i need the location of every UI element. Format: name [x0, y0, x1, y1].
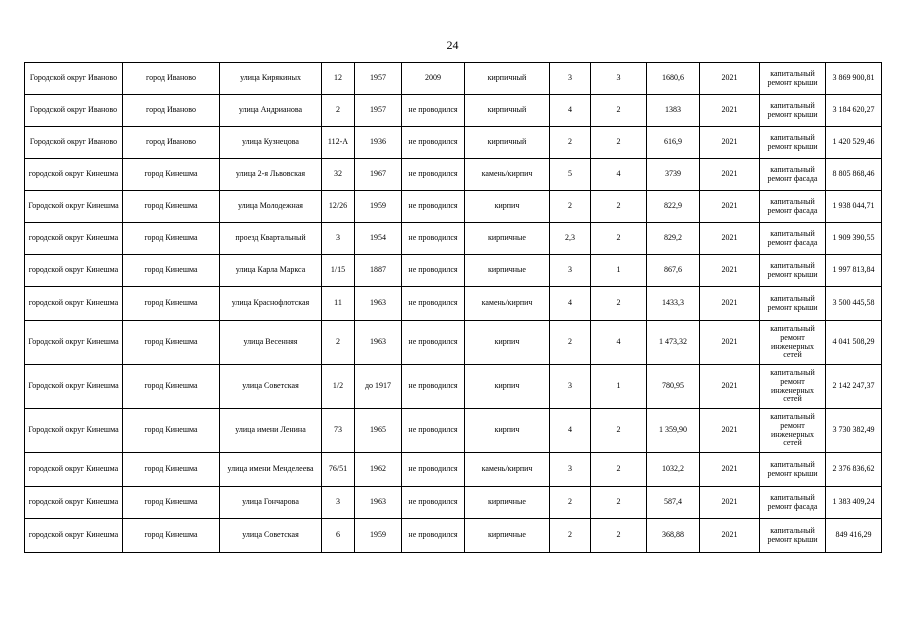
cell-stoimost: 1 383 409,24	[826, 487, 882, 519]
cell-material: кирпичный	[465, 95, 550, 127]
cell-ploshchad: 616,9	[647, 127, 700, 159]
cell-god-remonta: не проводился	[402, 321, 465, 365]
cell-god-remonta: не проводился	[402, 95, 465, 127]
cell-etazhi: 3	[550, 63, 591, 95]
cell-material: камень/кирпич	[465, 287, 550, 321]
cell-etazhi: 3	[550, 255, 591, 287]
cell-material: кирпичный	[465, 127, 550, 159]
cell-gorod: город Иваново	[123, 95, 220, 127]
cell-gorod: город Иваново	[123, 127, 220, 159]
cell-ulitsa: проезд Квартальный	[220, 223, 322, 255]
cell-stoimost: 3 184 620,27	[826, 95, 882, 127]
cell-material: кирпичные	[465, 255, 550, 287]
cell-ulitsa: улица Кирякиных	[220, 63, 322, 95]
cell-material: кирпичные	[465, 487, 550, 519]
cell-etazhi: 2	[550, 127, 591, 159]
cell-stoimost: 2 376 836,62	[826, 453, 882, 487]
cell-okrug: Городской округ Иваново	[25, 127, 123, 159]
cell-material: кирпичные	[465, 223, 550, 255]
cell-god-postroyki: 1936	[355, 127, 402, 159]
cell-podezdy: 2	[591, 487, 647, 519]
cell-god-postroyki: 1957	[355, 63, 402, 95]
cell-ploshchad: 1 359,90	[647, 409, 700, 453]
cell-podezdy: 2	[591, 127, 647, 159]
cell-god-remonta: не проводился	[402, 519, 465, 553]
cell-god: 2021	[700, 519, 760, 553]
cell-etazhi: 4	[550, 95, 591, 127]
cell-god: 2021	[700, 255, 760, 287]
table-row	[25, 223, 882, 255]
cell-ulitsa: улица 2-я Львовская	[220, 159, 322, 191]
cell-ulitsa: улица Кузнецова	[220, 127, 322, 159]
cell-podezdy: 2	[591, 95, 647, 127]
cell-etazhi: 5	[550, 159, 591, 191]
cell-vid-raboty: капитальный ремонт крыши	[760, 287, 826, 321]
cell-dom: 12/26	[322, 191, 355, 223]
table-row	[25, 95, 882, 127]
cell-dom: 3	[322, 223, 355, 255]
cell-dom: 2	[322, 321, 355, 365]
cell-ulitsa: улица имени Ленина	[220, 409, 322, 453]
cell-podezdy: 2	[591, 409, 647, 453]
cell-dom: 12	[322, 63, 355, 95]
cell-ulitsa: улица имени Менделеева	[220, 453, 322, 487]
cell-dom: 32	[322, 159, 355, 191]
table-row	[25, 409, 882, 453]
cell-okrug: Городской округ Кинешма	[25, 321, 123, 365]
cell-podezdy: 1	[591, 255, 647, 287]
cell-god-remonta: не проводился	[402, 191, 465, 223]
cell-ploshchad: 1383	[647, 95, 700, 127]
cell-ploshchad: 1032,2	[647, 453, 700, 487]
cell-vid-raboty: капитальный ремонт крыши	[760, 519, 826, 553]
cell-vid-raboty: капитальный ремонт крыши	[760, 255, 826, 287]
cell-god-postroyki: 1965	[355, 409, 402, 453]
cell-material: камень/кирпич	[465, 453, 550, 487]
cell-podezdy: 2	[591, 191, 647, 223]
cell-material: кирпич	[465, 409, 550, 453]
cell-etazhi: 2	[550, 487, 591, 519]
cell-gorod: город Кинешма	[123, 519, 220, 553]
cell-vid-raboty: капитальный ремонт фасада	[760, 159, 826, 191]
cell-dom: 6	[322, 519, 355, 553]
cell-okrug: Городской округ Иваново	[25, 95, 123, 127]
cell-god: 2021	[700, 365, 760, 409]
cell-ulitsa: улица Гончарова	[220, 487, 322, 519]
table-row	[25, 191, 882, 223]
cell-stoimost: 8 805 868,46	[826, 159, 882, 191]
cell-ploshchad: 3739	[647, 159, 700, 191]
cell-god: 2021	[700, 63, 760, 95]
cell-ulitsa: улица Карла Маркса	[220, 255, 322, 287]
cell-god-remonta: не проводился	[402, 127, 465, 159]
cell-god-remonta: не проводился	[402, 287, 465, 321]
cell-god: 2021	[700, 95, 760, 127]
cell-ploshchad: 1680,6	[647, 63, 700, 95]
cell-material: кирпич	[465, 365, 550, 409]
cell-stoimost: 1 420 529,46	[826, 127, 882, 159]
cell-stoimost: 1 938 044,71	[826, 191, 882, 223]
cell-ploshchad: 780,95	[647, 365, 700, 409]
cell-dom: 112-А	[322, 127, 355, 159]
cell-etazhi: 2	[550, 519, 591, 553]
cell-god-remonta: не проводился	[402, 365, 465, 409]
cell-ploshchad: 1 473,32	[647, 321, 700, 365]
table-row	[25, 365, 882, 409]
cell-vid-raboty: капитальный ремонт инженерных сетей	[760, 409, 826, 453]
cell-podezdy: 2	[591, 453, 647, 487]
cell-okrug: городской округ Кинешма	[25, 487, 123, 519]
cell-gorod: город Кинешма	[123, 487, 220, 519]
cell-okrug: городской округ Кинешма	[25, 519, 123, 553]
cell-dom: 1/15	[322, 255, 355, 287]
cell-god-postroyki: 1954	[355, 223, 402, 255]
page-number: 24	[446, 38, 459, 52]
cell-podezdy: 3	[591, 63, 647, 95]
cell-material: кирпичный	[465, 63, 550, 95]
cell-etazhi: 4	[550, 409, 591, 453]
cell-stoimost: 3 500 445,58	[826, 287, 882, 321]
cell-gorod: город Кинешма	[123, 365, 220, 409]
cell-okrug: городской округ Кинешма	[25, 453, 123, 487]
cell-okrug: Городской округ Кинешма	[25, 409, 123, 453]
cell-podezdy: 2	[591, 223, 647, 255]
cell-ulitsa: улица Советская	[220, 519, 322, 553]
cell-ploshchad: 829,2	[647, 223, 700, 255]
cell-ploshchad: 587,4	[647, 487, 700, 519]
cell-gorod: город Кинешма	[123, 223, 220, 255]
cell-god-postroyki: 1959	[355, 519, 402, 553]
table-row	[25, 63, 882, 95]
table-row	[25, 453, 882, 487]
cell-okrug: Городской округ Кинешма	[25, 191, 123, 223]
cell-vid-raboty: капитальный ремонт крыши	[760, 453, 826, 487]
cell-etazhi: 3	[550, 365, 591, 409]
cell-ploshchad: 1433,3	[647, 287, 700, 321]
cell-vid-raboty: капитальный ремонт фасада	[760, 223, 826, 255]
cell-god: 2021	[700, 159, 760, 191]
cell-dom: 2	[322, 95, 355, 127]
cell-material: кирпич	[465, 191, 550, 223]
cell-ploshchad: 368,88	[647, 519, 700, 553]
cell-god: 2021	[700, 127, 760, 159]
cell-god-remonta: не проводился	[402, 255, 465, 287]
cell-podezdy: 2	[591, 287, 647, 321]
cell-gorod: город Кинешма	[123, 453, 220, 487]
cell-okrug: городской округ Кинешма	[25, 255, 123, 287]
cell-god-remonta: не проводился	[402, 453, 465, 487]
cell-vid-raboty: капитальный ремонт инженерных сетей	[760, 365, 826, 409]
cell-okrug: городской округ Кинешма	[25, 287, 123, 321]
cell-gorod: город Кинешма	[123, 287, 220, 321]
table-row	[25, 127, 882, 159]
cell-okrug: городской округ Кинешма	[25, 223, 123, 255]
cell-god-postroyki: до 1917	[355, 365, 402, 409]
cell-god-postroyki: 1963	[355, 321, 402, 365]
cell-etazhi: 2	[550, 191, 591, 223]
cell-god-remonta: не проводился	[402, 223, 465, 255]
cell-dom: 76/51	[322, 453, 355, 487]
cell-god: 2021	[700, 409, 760, 453]
cell-god: 2021	[700, 321, 760, 365]
cell-vid-raboty: капитальный ремонт фасада	[760, 191, 826, 223]
cell-ulitsa: улица Краснофлотская	[220, 287, 322, 321]
capital-repair-table	[24, 62, 882, 553]
cell-material: кирпичные	[465, 519, 550, 553]
cell-etazhi: 2	[550, 321, 591, 365]
cell-vid-raboty: капитальный ремонт крыши	[760, 63, 826, 95]
cell-ulitsa: улица Советская	[220, 365, 322, 409]
cell-god-remonta: не проводился	[402, 159, 465, 191]
cell-stoimost: 2 142 247,37	[826, 365, 882, 409]
cell-etazhi: 4	[550, 287, 591, 321]
cell-okrug: городской округ Кинешма	[25, 159, 123, 191]
cell-vid-raboty: капитальный ремонт крыши	[760, 95, 826, 127]
cell-god: 2021	[700, 487, 760, 519]
table-row	[25, 255, 882, 287]
cell-god: 2021	[700, 453, 760, 487]
cell-gorod: город Иваново	[123, 63, 220, 95]
cell-stoimost: 3 730 382,49	[826, 409, 882, 453]
cell-god-postroyki: 1963	[355, 487, 402, 519]
cell-dom: 3	[322, 487, 355, 519]
cell-dom: 11	[322, 287, 355, 321]
cell-god-postroyki: 1967	[355, 159, 402, 191]
cell-god: 2021	[700, 287, 760, 321]
cell-ploshchad: 822,9	[647, 191, 700, 223]
cell-god-postroyki: 1887	[355, 255, 402, 287]
cell-god: 2021	[700, 223, 760, 255]
cell-material: кирпич	[465, 321, 550, 365]
cell-gorod: город Кинешма	[123, 191, 220, 223]
cell-podezdy: 1	[591, 365, 647, 409]
cell-ploshchad: 867,6	[647, 255, 700, 287]
cell-god-remonta: не проводился	[402, 487, 465, 519]
cell-podezdy: 4	[591, 321, 647, 365]
cell-dom: 73	[322, 409, 355, 453]
cell-material: камень/кирпич	[465, 159, 550, 191]
cell-etazhi: 3	[550, 453, 591, 487]
cell-god-postroyki: 1957	[355, 95, 402, 127]
cell-ulitsa: улица Молодежная	[220, 191, 322, 223]
cell-okrug: Городской округ Иваново	[25, 63, 123, 95]
cell-god-postroyki: 1963	[355, 287, 402, 321]
cell-stoimost: 849 416,29	[826, 519, 882, 553]
cell-stoimost: 4 041 508,29	[826, 321, 882, 365]
cell-god-remonta: 2009	[402, 63, 465, 95]
cell-ulitsa: улица Андрианова	[220, 95, 322, 127]
table-row	[25, 287, 882, 321]
table-row	[25, 487, 882, 519]
cell-vid-raboty: капитальный ремонт крыши	[760, 127, 826, 159]
cell-stoimost: 1 997 813,84	[826, 255, 882, 287]
table-row	[25, 321, 882, 365]
cell-ulitsa: улица Весенняя	[220, 321, 322, 365]
cell-stoimost: 1 909 390,55	[826, 223, 882, 255]
cell-etazhi: 2,3	[550, 223, 591, 255]
cell-god-remonta: не проводился	[402, 409, 465, 453]
cell-stoimost: 3 869 900,81	[826, 63, 882, 95]
cell-podezdy: 2	[591, 519, 647, 553]
cell-dom: 1/2	[322, 365, 355, 409]
cell-gorod: город Кинешма	[123, 159, 220, 191]
cell-gorod: город Кинешма	[123, 255, 220, 287]
table-row	[25, 159, 882, 191]
cell-gorod: город Кинешма	[123, 321, 220, 365]
cell-god: 2021	[700, 191, 760, 223]
cell-okrug: Городской округ Кинешма	[25, 365, 123, 409]
cell-gorod: город Кинешма	[123, 409, 220, 453]
cell-god-postroyki: 1959	[355, 191, 402, 223]
cell-vid-raboty: капитальный ремонт инженерных сетей	[760, 321, 826, 365]
cell-god-postroyki: 1962	[355, 453, 402, 487]
cell-vid-raboty: капитальный ремонт фасада	[760, 487, 826, 519]
cell-podezdy: 4	[591, 159, 647, 191]
table-row	[25, 519, 882, 553]
